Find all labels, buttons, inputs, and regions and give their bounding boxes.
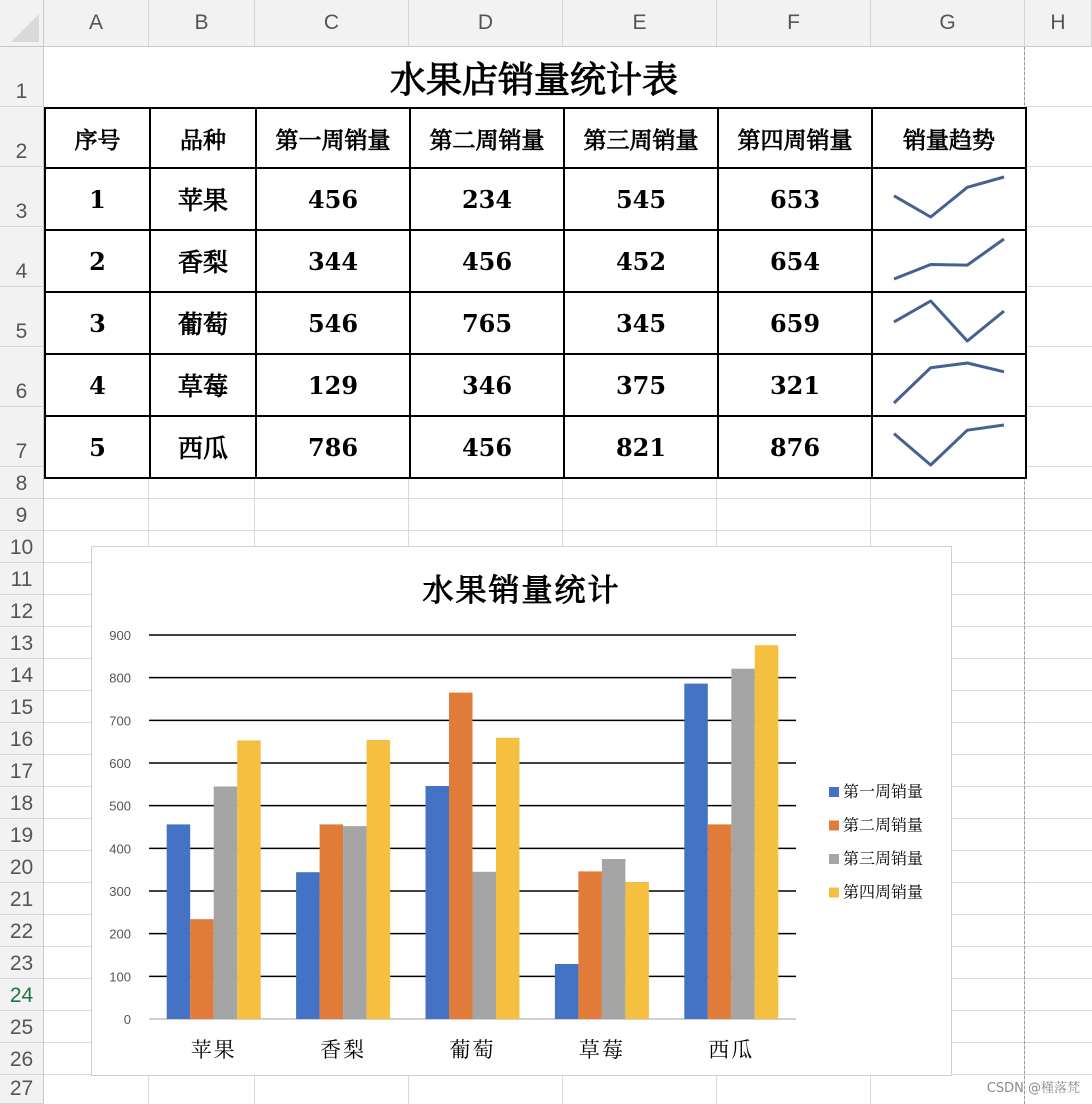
cell-trend[interactable]: [872, 354, 1026, 416]
y-tick-label: 100: [109, 969, 131, 985]
column-header-g[interactable]: G: [871, 0, 1025, 47]
row-header-2[interactable]: 2: [0, 107, 44, 167]
cell-week3[interactable]: 821: [564, 416, 718, 478]
cell-variety[interactable]: 西瓜: [150, 416, 256, 478]
trend-sparkline: [874, 231, 1024, 287]
sales-table: [44, 107, 1027, 479]
cell-week4[interactable]: 321: [718, 354, 872, 416]
table-row: [45, 230, 1026, 292]
cell-id[interactable]: 3: [45, 292, 150, 354]
header-cell-week3[interactable]: 第三周销量: [564, 108, 718, 168]
legend-swatch-3: [829, 854, 839, 864]
row-header-5[interactable]: 5: [0, 287, 44, 347]
legend-swatch-4: [829, 888, 839, 898]
row-header-22[interactable]: 22: [0, 915, 44, 947]
bar-4-5: [755, 645, 779, 1019]
bar-4-2: [367, 740, 391, 1019]
cell-week4[interactable]: 653: [718, 168, 872, 230]
table-row: [45, 168, 1026, 230]
row-header-20[interactable]: 20: [0, 851, 44, 883]
cell-week1[interactable]: 344: [256, 230, 410, 292]
bar-3-5: [731, 669, 755, 1019]
column-header-a[interactable]: A: [44, 0, 149, 47]
cell-week3[interactable]: 345: [564, 292, 718, 354]
sparkline-path: [894, 177, 1004, 217]
y-tick-label: 700: [109, 713, 131, 729]
trend-sparkline: [874, 417, 1024, 473]
cell-week2[interactable]: 456: [410, 416, 564, 478]
bar-4-4: [625, 882, 649, 1019]
cell-week1[interactable]: 456: [256, 168, 410, 230]
bar-4-3: [496, 738, 520, 1019]
y-tick-label: 500: [109, 798, 131, 814]
cell-variety[interactable]: 香梨: [150, 230, 256, 292]
cell-week1[interactable]: 786: [256, 416, 410, 478]
cell-week2[interactable]: 765: [410, 292, 564, 354]
row-header-11[interactable]: 11: [0, 563, 44, 595]
select-all-corner[interactable]: [0, 0, 44, 47]
row-header-21[interactable]: 21: [0, 883, 44, 915]
cell-trend[interactable]: [872, 416, 1026, 478]
bar-1-4: [555, 964, 579, 1019]
row-header-16[interactable]: 16: [0, 723, 44, 755]
cell-week2[interactable]: 456: [410, 230, 564, 292]
bar-2-5: [708, 824, 732, 1019]
select-all-triangle: [11, 14, 39, 42]
bar-4-1: [237, 740, 261, 1019]
bar-2-1: [190, 919, 214, 1019]
row-header-10[interactable]: 10: [0, 531, 44, 563]
x-category-label: 葡萄: [449, 1038, 496, 1062]
table-title[interactable]: 水果店销量统计表: [44, 47, 1024, 107]
row-header-27[interactable]: 27: [0, 1075, 44, 1104]
cell-id[interactable]: 4: [45, 354, 150, 416]
cell-week2[interactable]: 234: [410, 168, 564, 230]
column-header-c[interactable]: C: [255, 0, 409, 47]
column-header-e[interactable]: E: [563, 0, 717, 47]
header-cell-id[interactable]: 序号: [45, 108, 150, 168]
table-header-row: [45, 108, 1026, 168]
y-tick-label: 900: [109, 628, 131, 643]
legend-label-3: 第三周销量: [843, 849, 924, 868]
chart-title[interactable]: 水果销量统计: [422, 573, 621, 609]
cell-variety[interactable]: 苹果: [150, 168, 256, 230]
y-tick-label: 400: [109, 841, 131, 857]
cell-week4[interactable]: 876: [718, 416, 872, 478]
column-header-d[interactable]: D: [409, 0, 563, 47]
header-cell-variety[interactable]: 品种: [150, 108, 256, 168]
trend-sparkline: [874, 293, 1024, 349]
table-row: [45, 354, 1026, 416]
cell-id[interactable]: 5: [45, 416, 150, 478]
cell-variety[interactable]: 葡萄: [150, 292, 256, 354]
cell-week4[interactable]: 654: [718, 230, 872, 292]
row-header-15[interactable]: 15: [0, 691, 44, 723]
cell-week3[interactable]: 545: [564, 168, 718, 230]
cell-variety[interactable]: 草莓: [150, 354, 256, 416]
bar-2-2: [320, 824, 344, 1019]
trend-sparkline: [874, 355, 1024, 411]
bar-1-5: [684, 684, 708, 1019]
column-header-h[interactable]: H: [1025, 0, 1092, 47]
row-header-12[interactable]: 12: [0, 595, 44, 627]
header-cell-trend[interactable]: 销量趋势: [872, 108, 1026, 168]
row-header-17[interactable]: 17: [0, 755, 44, 787]
bar-1-3: [426, 786, 450, 1019]
legend-label-4: 第四周销量: [843, 882, 924, 902]
cell-id[interactable]: 2: [45, 230, 150, 292]
table-row: [45, 416, 1026, 478]
row-header-3[interactable]: 3: [0, 167, 44, 227]
row-header-25[interactable]: 25: [0, 1011, 44, 1043]
x-category-label: 西瓜: [708, 1038, 755, 1062]
row-header-13[interactable]: 13: [0, 627, 44, 659]
bar-3-1: [214, 787, 238, 1020]
gridline-horizontal: [44, 498, 1092, 499]
column-header-b[interactable]: B: [149, 0, 255, 47]
row-header-24[interactable]: 24: [0, 979, 44, 1011]
chart-plot: [92, 547, 953, 1077]
bar-2-3: [449, 693, 473, 1019]
legend-swatch-1: [829, 787, 839, 797]
row-header-4[interactable]: 4: [0, 227, 44, 287]
row-header-14[interactable]: 14: [0, 659, 44, 691]
row-header-8[interactable]: 8: [0, 467, 44, 499]
bar-3-3: [473, 872, 497, 1019]
sparkline-path: [894, 239, 1004, 279]
bar-3-2: [343, 826, 367, 1019]
bar-1-2: [296, 872, 320, 1019]
cell-week1[interactable]: 546: [256, 292, 410, 354]
trend-sparkline: [874, 169, 1024, 225]
cell-week3[interactable]: 452: [564, 230, 718, 292]
row-header-18[interactable]: 18: [0, 787, 44, 819]
header-cell-week4[interactable]: 第四周销量: [718, 108, 872, 168]
row-header-23[interactable]: 23: [0, 947, 44, 979]
cell-trend[interactable]: [872, 168, 1026, 230]
y-tick-label: 800: [109, 670, 131, 686]
sparkline-path: [894, 425, 1004, 465]
y-tick-label: 200: [109, 926, 131, 942]
y-tick-label: 0: [123, 1012, 131, 1027]
gridline-horizontal: [44, 530, 1092, 531]
x-category-label: 香梨: [320, 1038, 367, 1062]
legend-label-2: 第二周销量: [843, 815, 924, 835]
cell-week2[interactable]: 346: [410, 354, 564, 416]
header-cell-week1[interactable]: 第一周销量: [256, 108, 410, 168]
cell-week1[interactable]: 129: [256, 354, 410, 416]
sales-chart[interactable]: [91, 546, 952, 1076]
sparkline-path: [894, 301, 1004, 341]
y-tick-label: 600: [109, 756, 131, 771]
legend-label-1: 第一周销量: [843, 782, 924, 801]
cell-id[interactable]: 1: [45, 168, 150, 230]
bar-1-1: [167, 824, 191, 1019]
cell-trend[interactable]: [872, 292, 1026, 354]
x-category-label: 苹果: [190, 1038, 237, 1062]
row-header-19[interactable]: 19: [0, 819, 44, 851]
row-header-1[interactable]: 1: [0, 47, 44, 107]
y-tick-label: 300: [109, 884, 131, 899]
cell-trend[interactable]: [872, 230, 1026, 292]
bar-2-4: [578, 871, 602, 1019]
table-row: [45, 292, 1026, 354]
x-category-label: 草莓: [578, 1038, 625, 1062]
cell-week3[interactable]: 375: [564, 354, 718, 416]
row-header-6[interactable]: 6: [0, 347, 44, 407]
header-cell-week2[interactable]: 第二周销量: [410, 108, 564, 168]
row-header-9[interactable]: 9: [0, 499, 44, 531]
bar-3-4: [602, 859, 626, 1019]
legend-swatch-2: [829, 821, 839, 831]
column-header-f[interactable]: F: [717, 0, 871, 47]
sparkline-path: [894, 363, 1004, 403]
row-header-7[interactable]: 7: [0, 407, 44, 467]
watermark: CSDN @槿落梵: [986, 1081, 1080, 1096]
cell-week4[interactable]: 659: [718, 292, 872, 354]
row-header-26[interactable]: 26: [0, 1043, 44, 1075]
